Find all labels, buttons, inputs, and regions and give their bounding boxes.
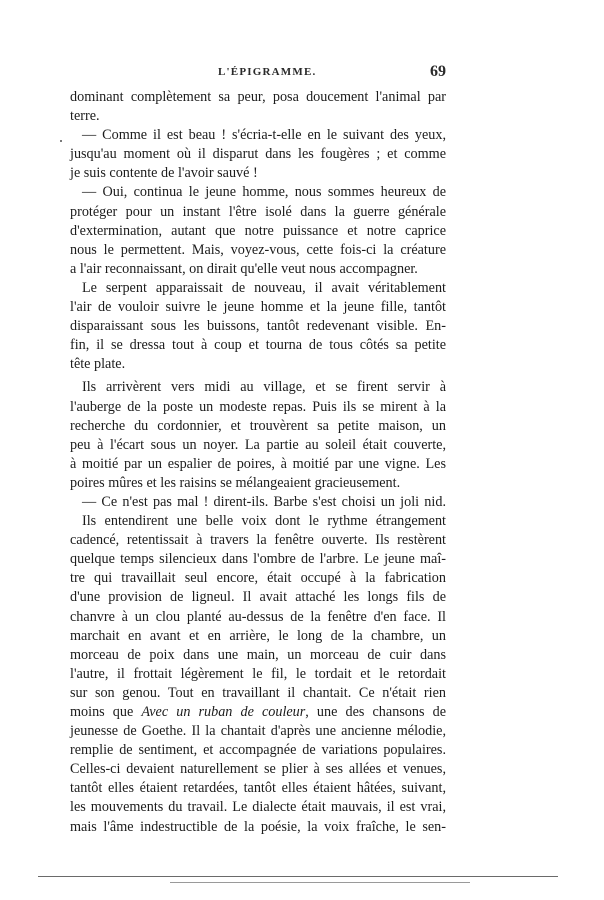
text-segment: moins que — [70, 704, 142, 720]
text-line: morceau de poix dans une main, un morceau de cuir dans — [70, 646, 446, 663]
text-line: d'extermination, autant que notre puissance et notre caprice — [70, 222, 446, 239]
text-line: tre qui travaillait seul encore, était occupé à la fabrication — [70, 570, 446, 587]
text-line: tantôt elles étaient retardées, tantôt elles étaient hâtées, suivant, — [70, 780, 446, 797]
text-line: l'auberge de la poste un modeste repas. Puis ils se mirent à la — [70, 398, 446, 415]
text-line: chanvre à un clou planté au-dessus de la fenêtre d'en face. Il — [70, 608, 446, 625]
text-line: Ils entendirent une belle voix dont le rythme étrangement — [82, 513, 446, 530]
text-line — [70, 703, 446, 722]
text-line: l'air de vouloir suivre le jeune homme et la jeune fille, tantôt — [70, 299, 446, 316]
text-line: Celles-ci devaient naturellement se plier à ses allées et venues, — [70, 761, 446, 778]
text-line: remplie de sentiment, et accompagnée de variations populaires. — [70, 742, 446, 759]
text-line: disparaissant sous les buissons, tantôt redevenant visible. En- — [70, 318, 446, 335]
text-line: d'une provision de ligneul. Il avait attaché les longs fils de — [70, 589, 446, 606]
text-line: cadencé, retentissait à travers la fenêtre ouverte. Ils restèrent — [70, 532, 446, 549]
text-line: dominant complètement sa peur, posa doucement l'animal par — [70, 89, 446, 105]
text-line: jeunesse de Goethe. Il la chantait d'après une ancienne mélodie, — [70, 723, 446, 740]
text-line: peu à l'écart sous un noyer. La partie au soleil était couverte, — [70, 436, 446, 453]
text-line: l'autre, il frottait légèrement le fil, le tordait et le retordait — [70, 665, 446, 682]
bottom-scan-rule-secondary — [170, 882, 470, 883]
text-line: les mouvements du travail. Le dialecte était mauvais, il est vrai, — [70, 799, 446, 816]
song-title: Avec un ruban de couleur — [141, 704, 306, 720]
text-line: Ils arrivèrent vers midi au village, et se firent servir à — [82, 379, 446, 396]
page-header — [70, 63, 446, 86]
text-line: marchait en avant et en arrière, le long de la chambre, un — [70, 627, 446, 644]
running-title: L'ÉPIGRAMME. — [218, 66, 317, 78]
text-segment: , une des chansons de — [305, 704, 446, 720]
bottom-scan-rule — [38, 876, 558, 877]
text-line: à moitié par un espalier de poires, à moitié par une vigne. Les — [70, 455, 446, 472]
text-line: terre. — [70, 108, 100, 125]
text-line: fin, il se dressa tout à coup et tourna de tous côtés sa petite — [70, 337, 446, 354]
margin-mark — [60, 140, 62, 142]
text-line: poires mûres et les raisins se mélangeaient gracieusement. — [70, 474, 401, 491]
text-line: je suis contente de l'avoir sauvé ! — [70, 165, 258, 182]
text-line: — Ce n'est pas mal ! dirent-ils. Barbe s'est choisi un joli nid. — [82, 493, 446, 510]
text-line: — Comme il est beau ! s'écria-t-elle en le suivant des yeux, — [82, 127, 446, 144]
text-line: quelque temps silencieux dans l'ombre de l'arbre. Le jeune maî- — [70, 551, 446, 568]
text-line: sur son genou. Tout en travaillant il chantait. Ce n'était rien — [70, 684, 446, 701]
text-line: mais l'âme indestructible de la poésie, la voix fraîche, le sen- — [70, 818, 446, 835]
text-line: Le serpent apparaissait de nouveau, il avait véritablement — [82, 279, 446, 296]
text-line: tête plate. — [70, 356, 126, 373]
page-number: 69 — [430, 63, 446, 80]
text-line: a l'air reconnaissant, on dirait qu'elle veut nous accompagner. — [70, 260, 418, 277]
text-line: recherche du cordonnier, et trouvèrent sa petite maison, un — [70, 417, 446, 434]
text-line: — Oui, continua le jeune homme, nous sommes heureux de — [82, 184, 446, 201]
body-text — [70, 88, 446, 837]
text-line: jusqu'au moment où il disparut dans les fougères ; et comme — [70, 146, 446, 163]
text-line: nous le permettent. Mais, voyez-vous, cette fois-ci la créature — [70, 241, 446, 258]
text-line: protéger pour un instant l'être isolé dans la guerre générale — [70, 203, 446, 220]
